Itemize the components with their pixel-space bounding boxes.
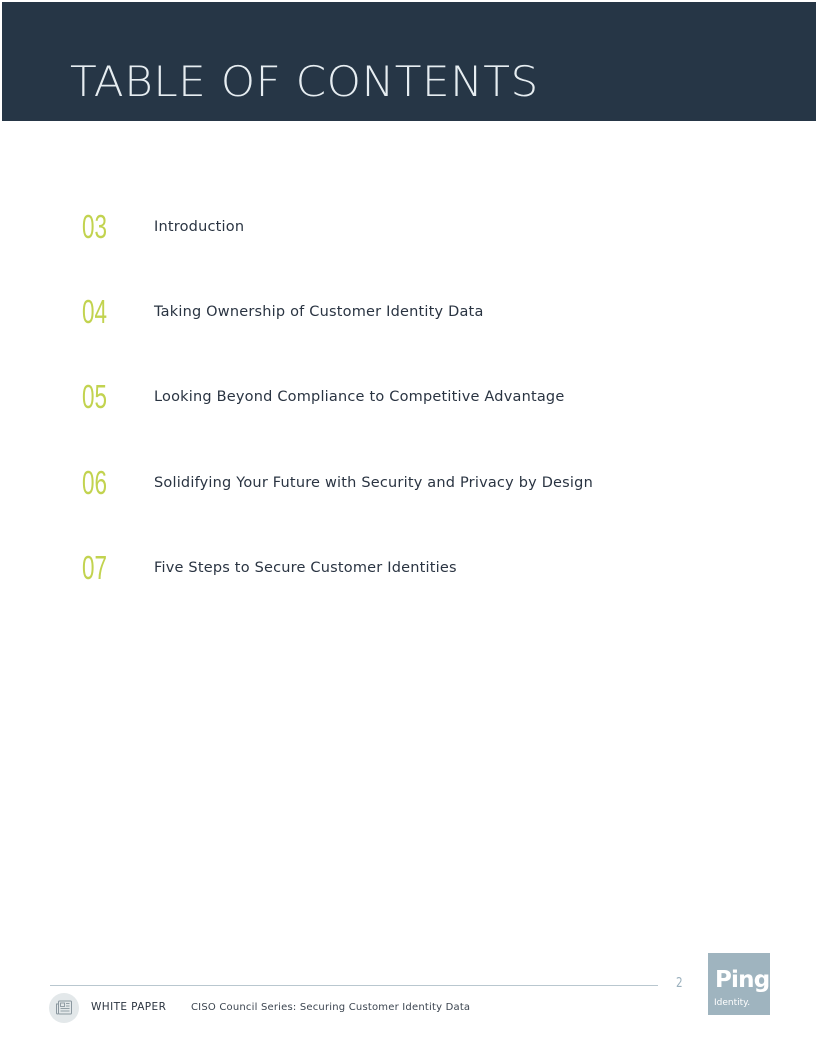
- toc-item-security-privacy-by-design[interactable]: [82, 463, 732, 503]
- newspaper-icon: [49, 993, 79, 1023]
- toc-item-beyond-compliance[interactable]: [82, 377, 732, 417]
- toc-item-five-steps[interactable]: [82, 548, 732, 588]
- logo-subtitle: Identity.: [714, 998, 751, 1008]
- toc-item-taking-ownership[interactable]: [82, 292, 732, 332]
- toc-item-introduction[interactable]: [82, 207, 732, 247]
- footer-divider: [50, 985, 658, 986]
- page-title: [70, 57, 539, 106]
- document-type-label: WHITE PAPER: [91, 1001, 167, 1013]
- ping-identity-logo: [708, 953, 770, 1015]
- toc-label: Solidifying Your Future with Security and Privacy by Design: [154, 475, 593, 491]
- logo-wordmark: Ping: [715, 967, 770, 993]
- toc-page-number: 06: [82, 464, 107, 501]
- toc-label: Looking Beyond Compliance to Competitive Advantage: [154, 389, 565, 405]
- toc-label: Introduction: [154, 219, 245, 235]
- page-number: 2: [676, 976, 683, 991]
- toc-label: Taking Ownership of Customer Identity Data: [154, 304, 484, 320]
- toc-page-number: 05: [82, 378, 107, 415]
- page-title-text: TABLE OF CONTENTS: [70, 57, 539, 106]
- toc-page-number: 03: [82, 208, 107, 245]
- toc-page-number: 07: [82, 549, 107, 586]
- series-title: CISO Council Series: Securing Customer Identity Data: [191, 1002, 471, 1013]
- toc-page-number: 04: [82, 293, 107, 330]
- newspaper-icon-glyph: [55, 1000, 73, 1016]
- toc-label: Five Steps to Secure Customer Identities: [154, 560, 457, 576]
